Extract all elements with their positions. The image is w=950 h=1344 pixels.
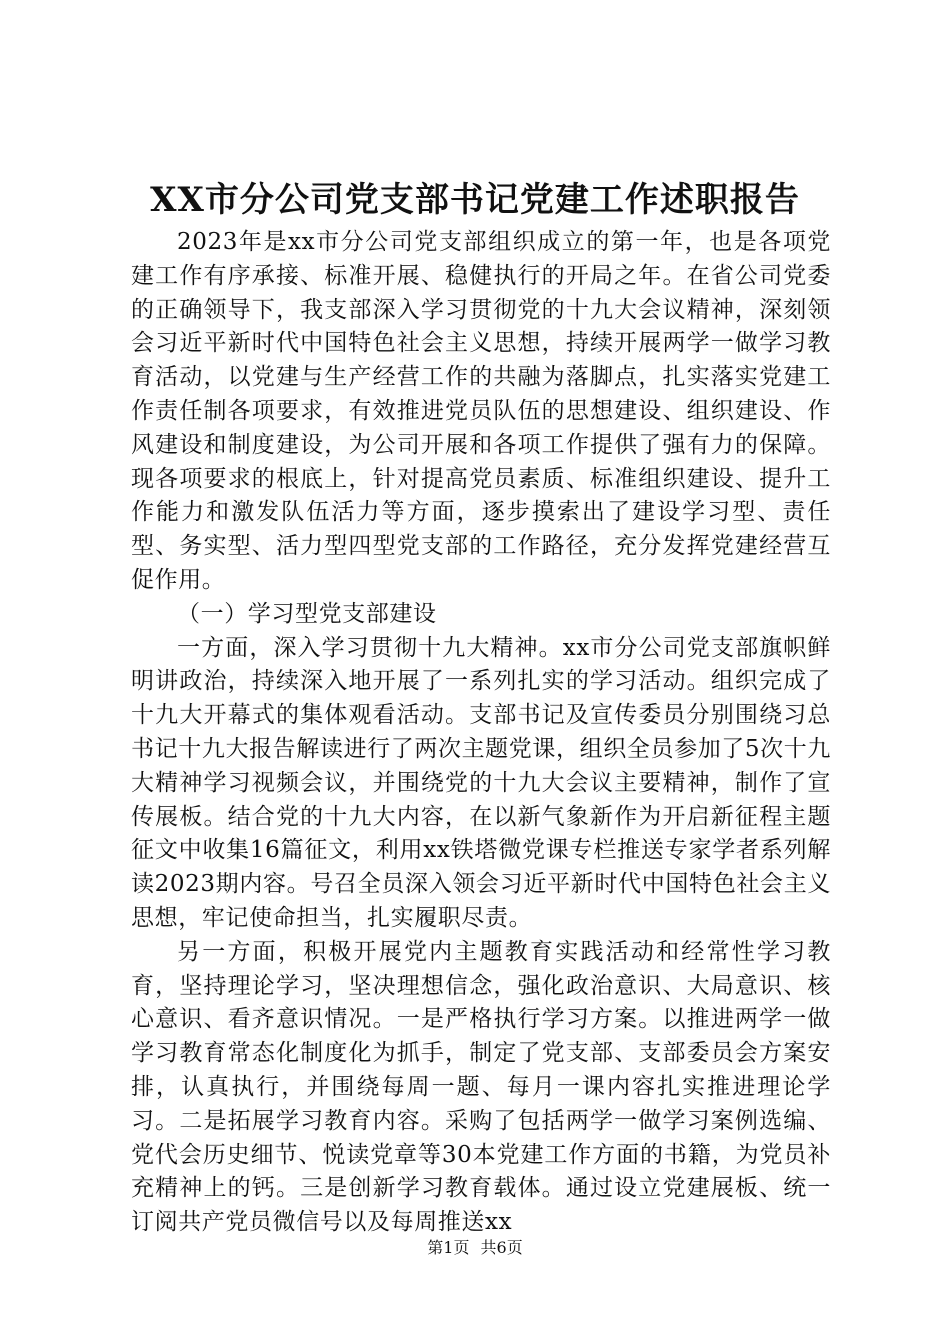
section-heading: （一）学习型党支部建设 (177, 600, 437, 627)
document-title: XX市分公司党支部书记党建工作述职报告 (150, 180, 800, 220)
paragraph-study-1: 一方面，深入学习贯彻十九大精神。xx市分公司党支部旗帜鲜明讲政治，持续深入地开展了一系列扎实的学习活动。组织完成了十九大开幕式的集体观看活动。支部书记及宣传委员分别围绕习总书记十九大报告解读进行了两次主题党课，组织全员参加了5次十九大精神学习视频会议，并围绕党的十九大会议主要精神，制作了宣传展板。结合党的十九大内容，在以新气象新作为开启新征程主题征文中收集16篇征文，利用xx铁塔微党课专栏推送专家学者系列解读2023期内容。号召全员深入领会习近平新时代中国特色社会主义思想，牢记使命担当，扎实履职尽责。 (131, 634, 831, 931)
page-total: 共6页 (480, 1238, 523, 1257)
paragraph-study-2: 另一方面，积极开展党内主题教育实践活动和经常性学习教育，坚持理论学习，坚决理想信念，强化政治意识、大局意识、核心意识、看齐意识情况。一是严格执行学习方案。以推进两学一做学习教育常态化制度化为抓手，制定了党支部、支部委员会方案安排，认真执行，并围绕每周一题、每月一课内容扎实推进理论学习。二是拓展学习教育内容。采购了包括两学一做学习案例选编、党代会历史细节、悦读党章等30本党建工作方面的书籍，为党员补充精神上的钙。三是创新学习教育载体。通过设立党建展板、统一订阅共产党员微信号以及每周推送xx (131, 938, 831, 1236)
page-number: 第1页 (427, 1238, 470, 1257)
paragraph-intro: 2023年是xx市分公司党支部组织成立的第一年，也是各项党建工作有序承接、标准开展、稳健执行的开局之年。在省公司党委的正确领导下，我支部深入学习贯彻党的十九大会议精神，深刻领会习近平新时代中国特色社会主义思想，持续开展两学一做学习教育活动，以党建与生产经营工作的共融为落脚点，扎实落实党建工作责任制各项要求，有效推进党员队伍的思想建设、组织建设、作风建设和制度建设，为公司开展和各项工作提供了强有力的保障。现各项要求的根底上，针对提高党员素质、标准组织建设、提升工作能力和激发队伍活力等方面，逐步摸索出了建设学习型、责任型、务实型、活力型四型党支部的工作路径，充分发挥党建经营互促作用。 (131, 229, 831, 593)
document-body (131, 226, 831, 1240)
page-footer (0, 1237, 950, 1259)
